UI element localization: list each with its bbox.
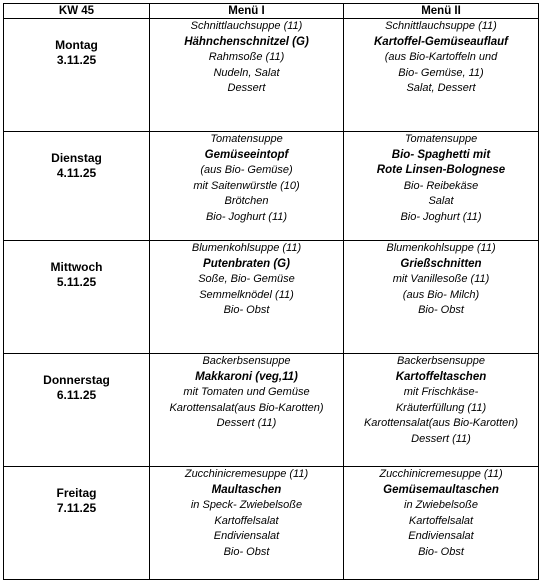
menu2-cell [344,354,539,467]
meal-line: Kräuterfüllung (11) [395,401,487,414]
meal-line: Backerbsensuppe [396,355,486,367]
menu1-cell [150,241,344,354]
meal-line: mit Saitenwürstle (10) [193,179,300,192]
header-row [4,4,539,19]
main-dish: Kartoffeltaschen [395,370,487,383]
menu1-cell [150,19,344,132]
meal-line: Bio- Obst [418,304,464,317]
meal-line: Bio- Reibekäse [403,179,479,192]
table-row [4,19,539,132]
table-row [4,467,539,580]
meal-line: (aus Bio- Milch) [402,288,480,301]
meal-line: Bio- Obst [223,304,270,317]
day-date: 3.11.25 [56,53,97,67]
meal-line: Schnittlauchsuppe (11) [190,20,303,32]
meal-line: Karottensalat(aus Bio-Karotten) [363,417,519,430]
day-cell [4,132,150,241]
meal-line: Dessert (11) [216,417,277,430]
day-name: Mittwoch [50,260,103,274]
main-dish: Rote Linsen-Bolognese [376,164,506,177]
day-name: Dienstag [51,151,102,165]
day-name: Montag [55,38,98,52]
meal-line: (aus Bio- Gemüse) [200,164,293,177]
meal-line: in Zwiebelsoße [404,499,478,512]
main-dish: Putenbraten (G) [203,257,290,270]
meal-line: (aus Bio-Kartoffeln und [384,51,498,64]
table-row [4,241,539,354]
meal-line: Kartoffelsalat [214,514,279,527]
meal-line: Bio- Gemüse, 11) [398,66,484,79]
menu2-cell [344,467,539,580]
main-dish: Maultaschen [211,483,282,496]
meal-line: Karottensalat(aus Bio-Karotten) [169,401,324,414]
menu1-header: Menü I [150,4,344,19]
day-date: 4.11.25 [56,166,97,180]
meal-line: Zucchinicremesuppe (11) [184,468,309,480]
day-name: Freitag [56,486,97,500]
table-row [4,354,539,467]
meal-line: mit Frischkäse- [403,386,479,399]
meal-line: Soße, Bio- Gemüse [198,273,295,286]
main-dish: Hähnchenschnitzel (G) [184,35,309,48]
menu-table [3,3,539,580]
meal-line: Blumenkohlsuppe (11) [191,242,302,254]
meal-line: Brötchen [224,195,269,208]
meal-line: Nudeln, Salat [213,66,280,79]
day-cell [4,467,150,580]
meal-line: mit Tomaten und Gemüse [183,386,310,399]
main-dish: Gemüsemaultaschen [383,483,499,496]
meal-line: Dessert [227,82,266,95]
meal-line: Endiviensalat [408,530,474,543]
main-dish: Kartoffel-Gemüseauflauf [374,35,508,48]
meal-line: Zucchinicremesuppe (11) [379,468,503,480]
table-row [4,132,539,241]
main-dish: Grießschnitten [400,257,482,270]
menu1-cell [150,354,344,467]
main-dish: Gemüseeintopf [204,148,289,161]
day-cell [4,354,150,467]
meal-line: Tomatensuppe [404,133,478,145]
meal-line: Salat [428,195,454,208]
meal-line: Rahmsoße (11) [208,51,285,64]
day-date: 7.11.25 [56,501,97,515]
main-dish: Bio- Spaghetti mit [391,148,491,161]
day-date: 5.11.25 [56,275,97,289]
day-date: 6.11.25 [56,388,97,402]
menu2-cell [344,19,539,132]
week-header: KW 45 [4,4,150,19]
meal-line: Bio- Joghurt (11) [400,210,482,223]
meal-line: Salat, Dessert [406,82,476,95]
menu1-cell [150,132,344,241]
day-cell [4,19,150,132]
meal-line: Dessert (11) [411,432,471,445]
menu2-cell [344,241,539,354]
meal-line: Bio- Joghurt (11) [205,210,288,223]
main-dish: Makkaroni (veg,11) [195,370,298,383]
menu2-header: Menü II [344,4,539,19]
meal-line: Kartoffelsalat [408,514,474,527]
meal-line: Bio- Obst [223,545,270,558]
meal-line: Bio- Obst [418,545,464,558]
meal-line: Blumenkohlsuppe (11) [386,242,496,254]
meal-line: Semmelknödel (11) [199,288,294,301]
day-cell [4,241,150,354]
meal-line: Backerbsensuppe [202,355,291,367]
day-name: Donnerstag [43,373,110,387]
menu1-cell [150,467,344,580]
meal-line: Endiviensalat [213,530,280,543]
meal-line: in Speck- Zwiebelsoße [190,499,303,512]
meal-line: Schnittlauchsuppe (11) [385,20,497,32]
meal-line: mit Vanillesoße (11) [392,273,490,286]
meal-line: Tomatensuppe [210,133,283,145]
menu2-cell [344,132,539,241]
